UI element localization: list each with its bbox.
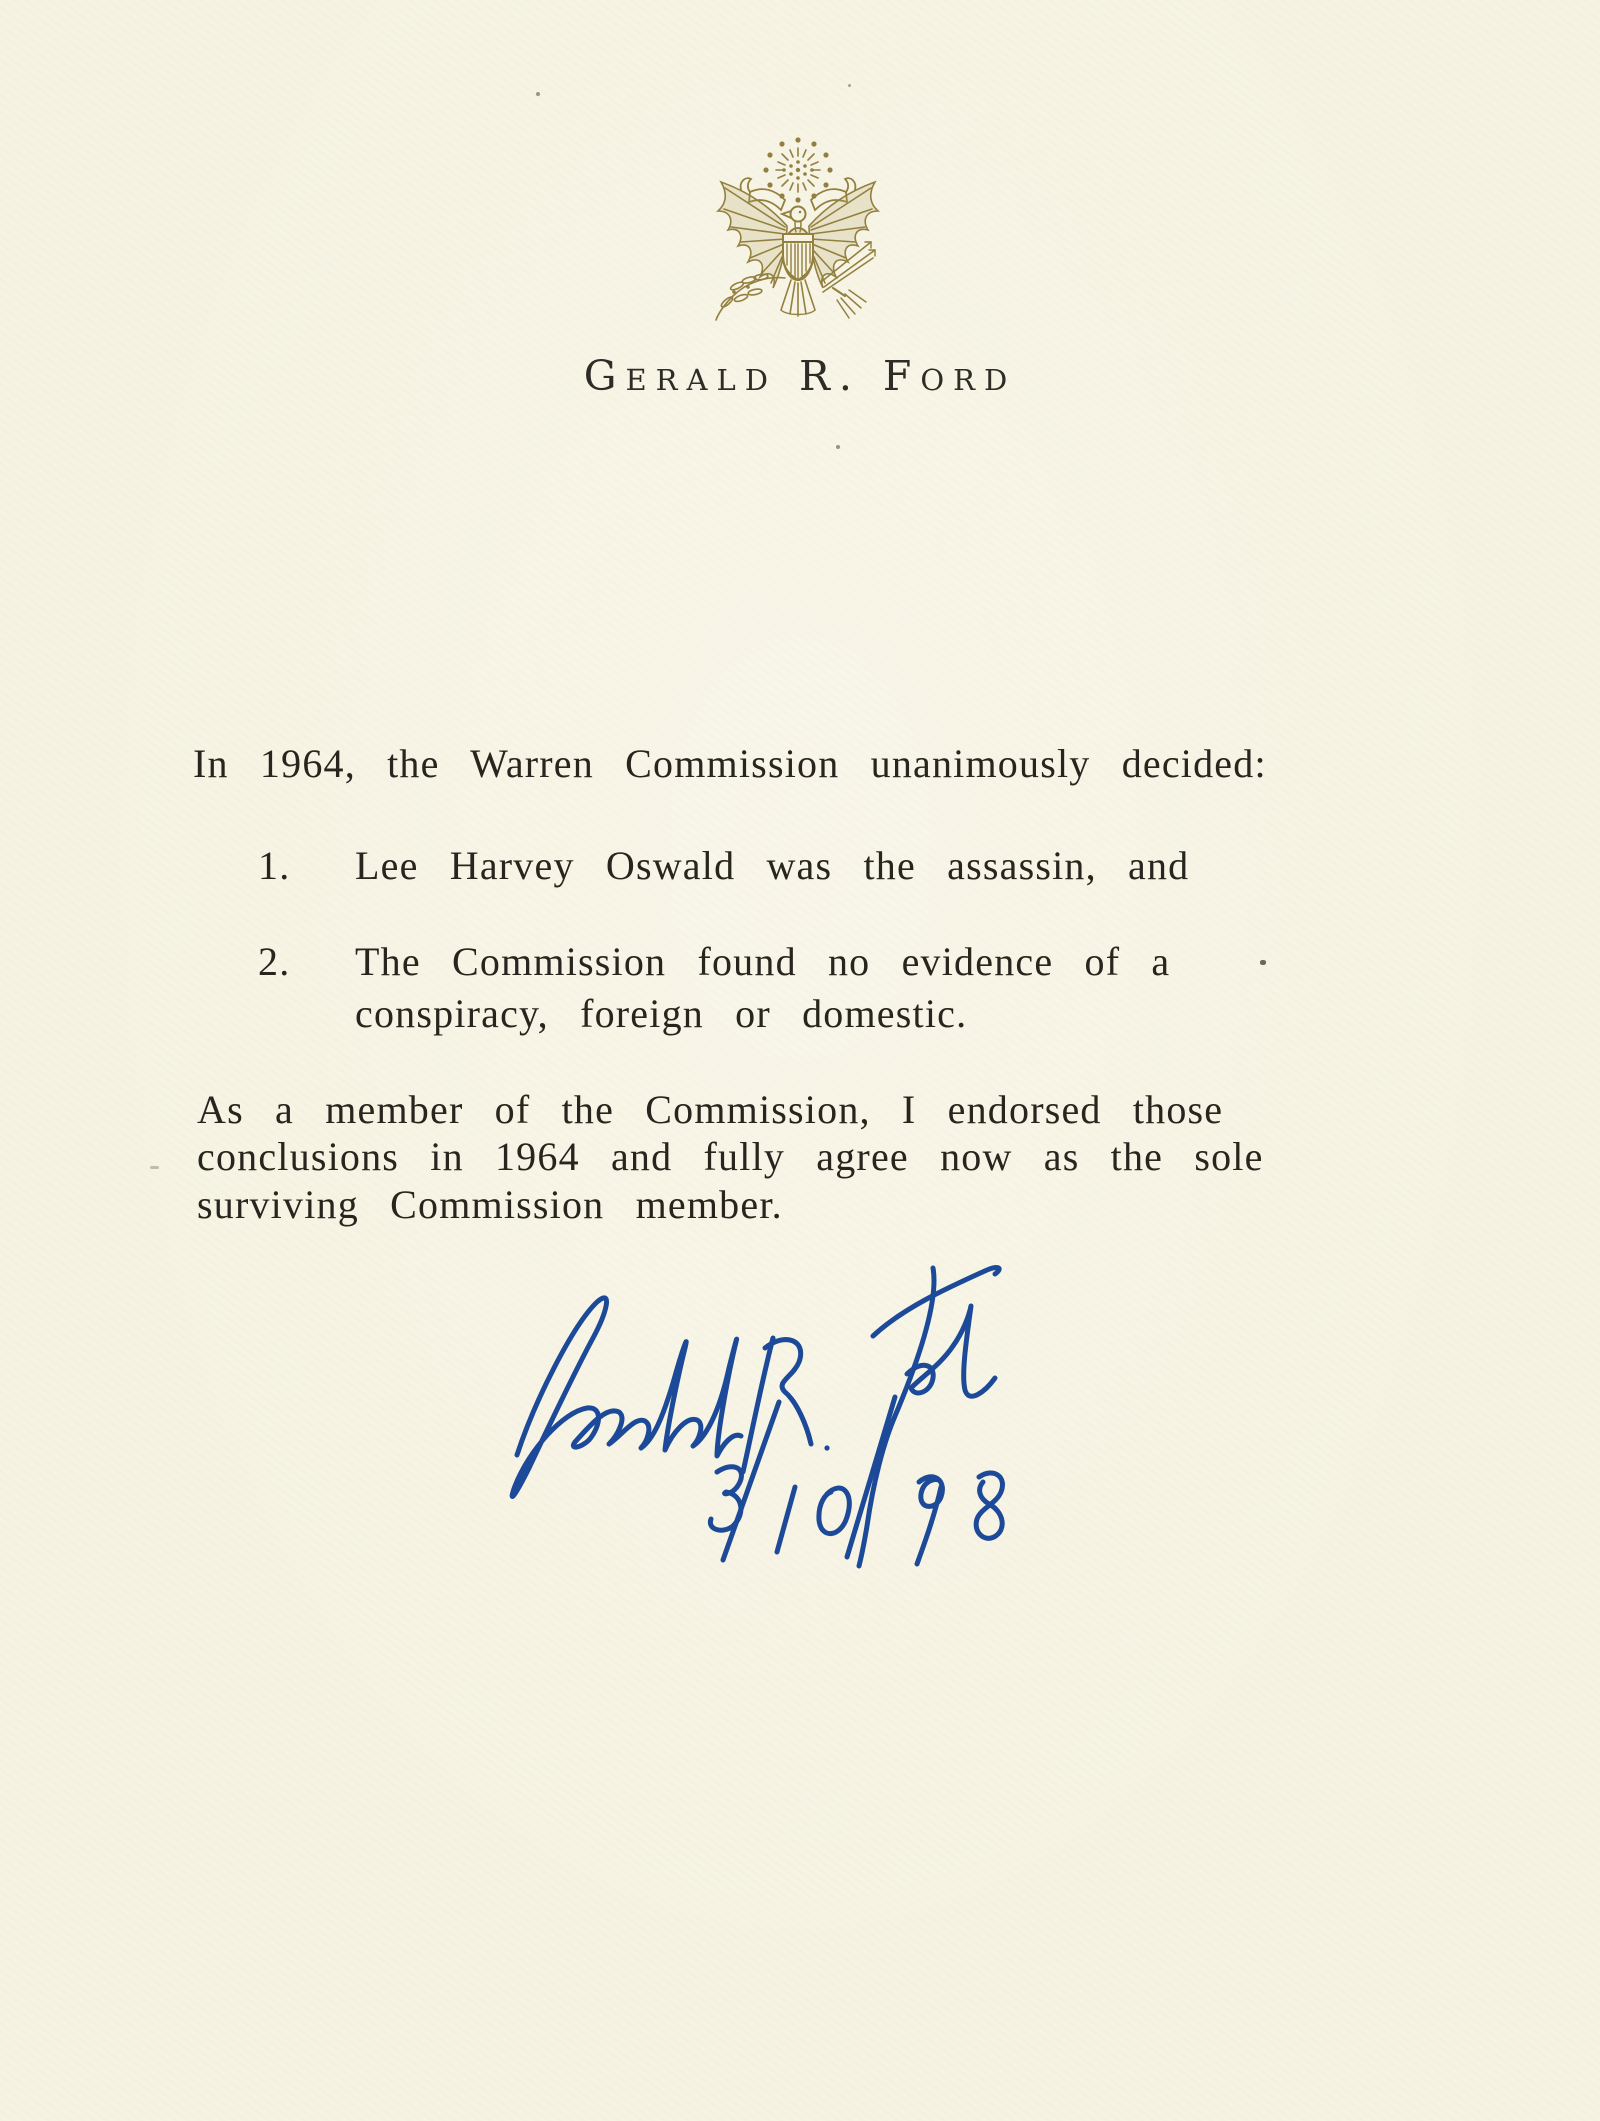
list-item-2-number: 2. [258,939,291,984]
signature-handwriting [512,1267,999,1566]
scan-speck [1260,960,1266,965]
closing-line-3: surviving Commission member. [197,1182,783,1227]
scan-speck [836,445,840,449]
list-item-2-text-line-1: The Commission found no evidence of a [355,939,1171,984]
signature-block [455,1240,1035,1580]
scan-speck [536,92,540,96]
seal-eagle-wing [718,182,787,288]
closing-line-2: conclusions in 1964 and fully agree now as the sole [197,1134,1264,1179]
seal-eagle-tail [781,280,815,316]
seal-glory-burst [763,137,832,202]
list-item-1-number: 1. [258,843,291,888]
intro-line: In 1964, the Warren Commission unanimously decided: [193,741,1267,786]
scan-speck [150,1166,159,1169]
letterhead-name: Gerald R. Ford [583,352,1017,400]
closing-line-1: As a member of the Commission, I endorsed those [197,1087,1224,1132]
list-item-1-text: Lee Harvey Oswald was the assassin, and [355,843,1190,888]
presidential-seal-icon [703,130,893,325]
list-item-2-text-line-2: conspiracy, foreign or domestic. [355,991,968,1036]
scan-speck [848,84,851,87]
seal-eagle-body-shield [783,228,813,280]
